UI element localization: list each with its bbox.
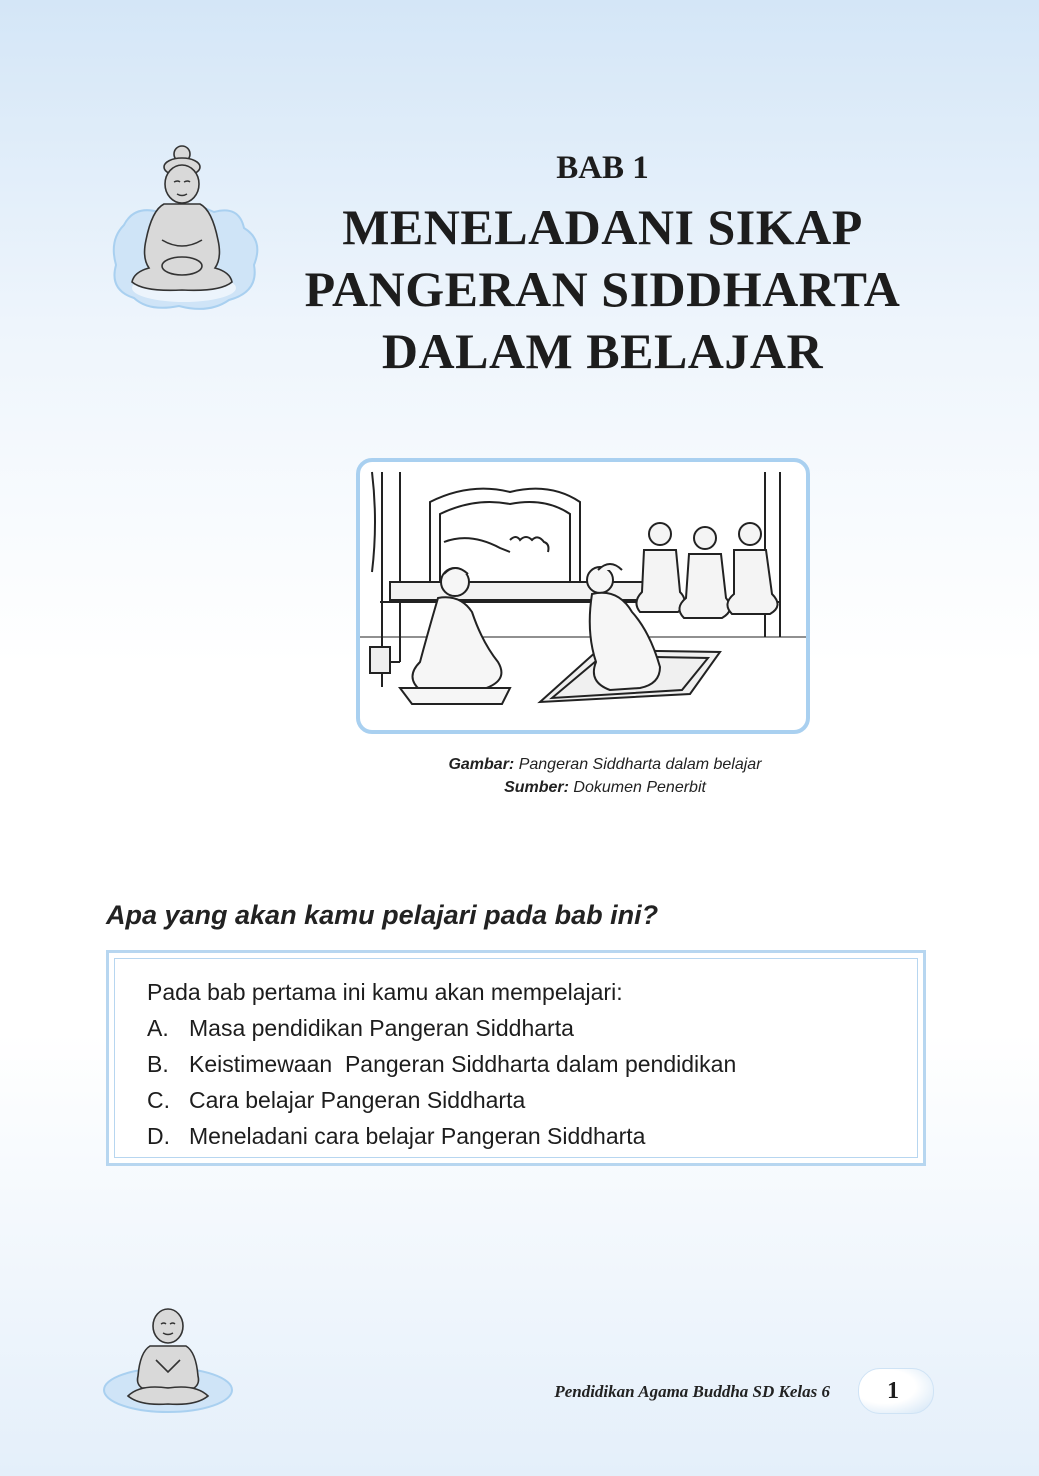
list-item-text: Masa pendidikan Pangeran Siddharta	[189, 1015, 574, 1041]
list-item-letter: A.	[147, 1015, 169, 1041]
list-item-text: Keistimewaan Pangeran Siddharta dalam pendidikan	[189, 1051, 737, 1077]
list-item-text: Cara belajar Pangeran Siddharta	[189, 1087, 526, 1113]
book-title-footer: Pendidikan Agama Buddha SD Kelas 6	[554, 1382, 830, 1401]
objectives-intro: Pada bab pertama ini kamu akan mempelajari:	[147, 979, 623, 1005]
page-number-badge	[858, 1368, 934, 1414]
buddha-emblem-icon	[104, 140, 264, 315]
list-item-text: Meneladani cara belajar Pangeran Siddharta	[189, 1123, 646, 1149]
list-item-letter: B.	[147, 1051, 169, 1077]
learning-objectives-box	[106, 950, 926, 1166]
list-item-letter: D.	[147, 1123, 170, 1149]
figure-caption	[330, 756, 880, 774]
objectives-inner-border	[114, 958, 918, 1158]
page-number: 1	[887, 1377, 899, 1404]
list-item-letter: C.	[147, 1087, 170, 1113]
chapter-title-line: PANGERAN SIDDHARTA	[304, 261, 901, 317]
illustration-frame	[356, 458, 810, 734]
source-label: Sumber:	[504, 779, 569, 796]
chapter-title-line: MENELADANI SIKAP	[342, 199, 863, 255]
list-item	[147, 1087, 736, 1123]
objectives-list	[147, 1015, 736, 1159]
siddharta-learning-illustration	[360, 462, 806, 730]
chapter-title-line: DALAM BELAJAR	[381, 323, 824, 379]
section-heading: Apa yang akan kamu pelajari pada bab ini?	[106, 900, 659, 930]
chapter-label: BAB 1	[556, 150, 649, 186]
source-text: Dokumen Penerbit	[573, 779, 706, 796]
list-item	[147, 1015, 736, 1051]
caption-label: Gambar:	[448, 756, 515, 773]
figure-source	[330, 779, 880, 797]
list-item	[147, 1123, 736, 1159]
chapter-title	[300, 196, 905, 382]
list-item	[147, 1051, 736, 1087]
caption-text: Pangeran Siddharta dalam belajar	[518, 756, 762, 773]
meditating-monk-icon	[100, 1300, 240, 1420]
